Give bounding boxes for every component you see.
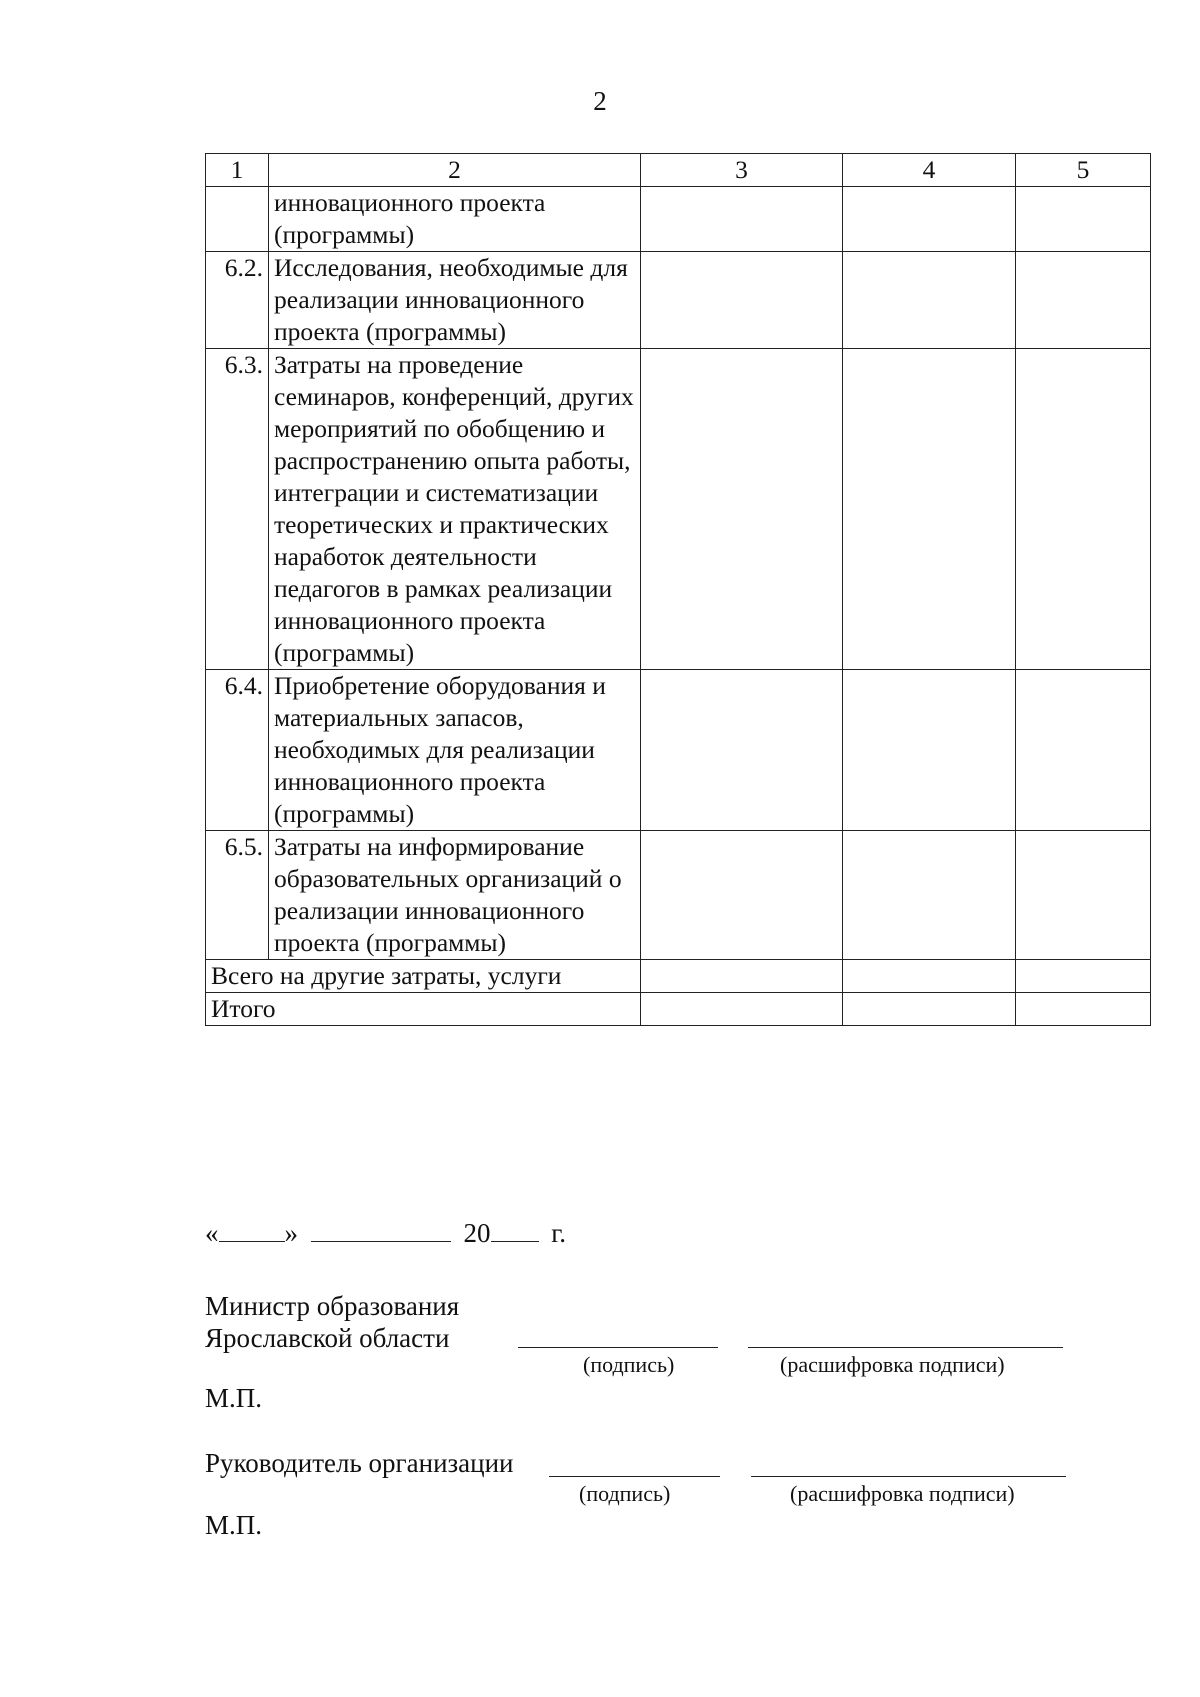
minister-signature-caption: (подпись) [583, 1352, 675, 1377]
minister-line-2: Ярославской области [205, 1323, 450, 1353]
column-header: 3 [641, 154, 843, 187]
empty-cell [843, 831, 1016, 960]
empty-cell [843, 993, 1016, 1026]
total-row [206, 993, 1151, 1026]
minister-stamp-label: М.П. [205, 1383, 263, 1413]
empty-cell [641, 960, 843, 993]
empty-cell [641, 187, 843, 252]
costs-table [205, 153, 1151, 1026]
head-label: Руководитель организации [205, 1448, 514, 1478]
table-row [206, 252, 1151, 349]
year-prefix: 20 [463, 1218, 491, 1248]
empty-cell [1016, 349, 1151, 670]
empty-cell [843, 960, 1016, 993]
subtotal-row [206, 960, 1151, 993]
empty-cell [1016, 252, 1151, 349]
row-description: Затраты на проведение семинаров, конференций, других мероприятий по обобщению и распространению опыта работы, интеграции и систематизации теоретических и практических наработок деятельности педагогов в рамках реализации инновационного проекта (программы) [269, 349, 641, 670]
empty-cell [843, 252, 1016, 349]
table-row [206, 349, 1151, 670]
head-signature-caption: (подпись) [579, 1481, 671, 1506]
month-blank [311, 1215, 451, 1242]
row-description: инновационного проекта (программы) [269, 187, 641, 252]
minister-decoding-line [748, 1347, 1063, 1348]
minister-signature-line [518, 1347, 718, 1348]
row-number [206, 187, 269, 252]
total-label: Итого [206, 993, 641, 1026]
row-number: 6.2. [206, 252, 269, 349]
column-header: 5 [1016, 154, 1151, 187]
date-line [205, 1215, 566, 1249]
empty-cell [641, 670, 843, 831]
column-header: 2 [269, 154, 641, 187]
head-title [205, 1447, 514, 1479]
empty-cell [641, 349, 843, 670]
year-blank [491, 1215, 539, 1242]
empty-cell [1016, 831, 1151, 960]
row-number: 6.5. [206, 831, 269, 960]
head-signature-line [549, 1476, 720, 1477]
row-number: 6.3. [206, 349, 269, 670]
empty-cell [641, 831, 843, 960]
row-description: Затраты на информирование образовательных организаций о реализации инновационного проекта (программы) [269, 831, 641, 960]
empty-cell [1016, 187, 1151, 252]
column-header: 1 [206, 154, 269, 187]
date-close-quote: » [284, 1218, 298, 1248]
page-number: 2 [593, 86, 607, 116]
year-suffix: г. [551, 1218, 567, 1248]
table-row [206, 831, 1151, 960]
empty-cell [843, 349, 1016, 670]
head-decoding-line [751, 1476, 1066, 1477]
head-decoding-caption: (расшифровка подписи) [790, 1481, 1015, 1506]
table-header-row [206, 154, 1151, 187]
row-number: 6.4. [206, 670, 269, 831]
row-description: Исследования, необходимые для реализации инновационного проекта (программы) [269, 252, 641, 349]
minister-decoding-caption: (расшифровка подписи) [780, 1352, 1005, 1377]
head-stamp-label: М.П. [205, 1510, 263, 1540]
row-description: Приобретение оборудования и материальных запасов, необходимых для реализации инновационного проекта (программы) [269, 670, 641, 831]
minister-line-1: Министр образования [205, 1291, 460, 1321]
date-open-quote: « [205, 1218, 219, 1248]
subtotal-label: Всего на другие затраты, услуги [206, 960, 641, 993]
empty-cell [641, 993, 843, 1026]
column-header: 4 [843, 154, 1016, 187]
minister-title [205, 1290, 459, 1354]
day-blank [219, 1215, 285, 1242]
table-row [206, 670, 1151, 831]
empty-cell [1016, 670, 1151, 831]
empty-cell [641, 252, 843, 349]
empty-cell [1016, 960, 1151, 993]
empty-cell [843, 187, 1016, 252]
empty-cell [1016, 993, 1151, 1026]
table-row [206, 187, 1151, 252]
empty-cell [843, 670, 1016, 831]
